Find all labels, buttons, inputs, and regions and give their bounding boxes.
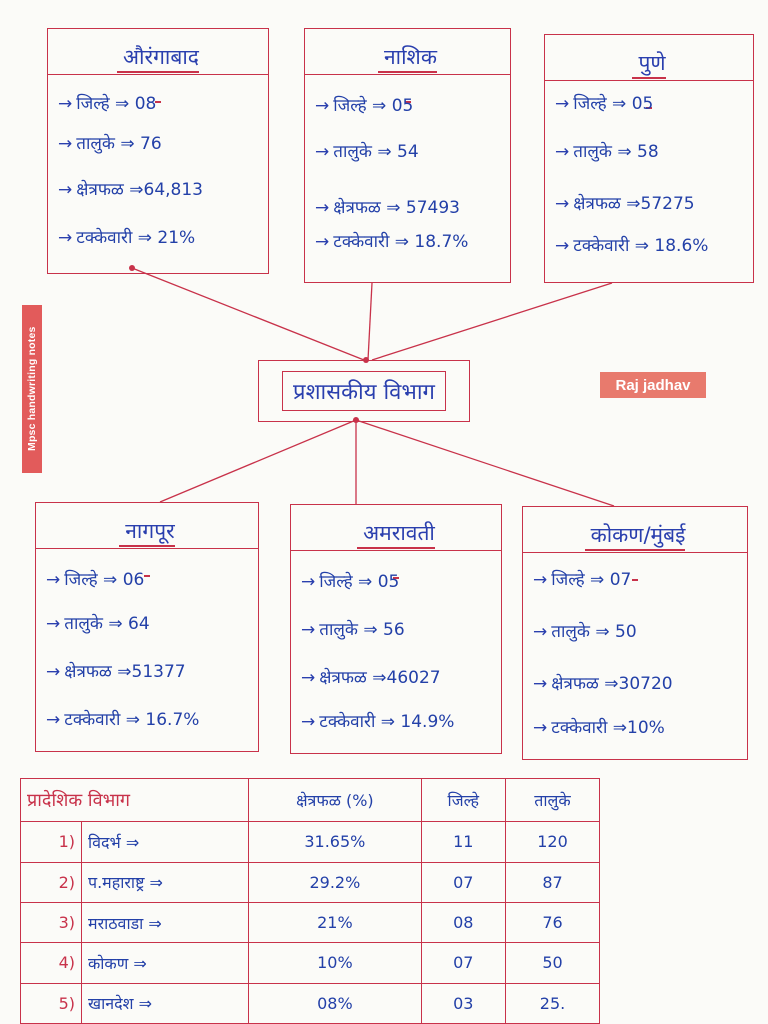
percent-row: → टक्केवारी ⇒ 21% [58, 228, 196, 248]
connector-bottom-left [160, 420, 356, 502]
connector-top-middle [368, 283, 372, 360]
districts-row: → जिल्हे ⇒ 08 [58, 94, 157, 114]
header-districts: जिल्हे [421, 779, 505, 822]
districts-row: → जिल्हे ⇒ 05 [301, 572, 400, 592]
percent-row: → टक्केवारी ⇒ 18.7% [315, 232, 469, 252]
table-header-row [21, 779, 600, 822]
header-region: प्रादेशिक विभाग [21, 779, 249, 822]
row-talukas: 87 [506, 862, 600, 902]
talukas-row: → तालुके ⇒ 56 [301, 620, 405, 640]
division-box-nashik [304, 28, 511, 283]
division-title: नाशिक [305, 43, 510, 99]
row-index: 1) [21, 822, 82, 862]
division-box-amravati [290, 504, 502, 754]
talukas-row: → तालुके ⇒ 76 [58, 134, 162, 154]
row-index: 3) [21, 902, 82, 942]
area-row: → क्षेत्रफळ ⇒46027 [301, 668, 441, 688]
regional-table [20, 778, 600, 1024]
districts-row: → जिल्हे ⇒ 06 [46, 570, 145, 590]
districts-row: → जिल्हे ⇒ 05 [555, 94, 654, 114]
talukas-row: → तालुके ⇒ 54 [315, 142, 419, 162]
header-area: क्षेत्रफळ (%) [249, 779, 421, 822]
area-row: → क्षेत्रफळ ⇒57275 [555, 194, 695, 214]
row-area: 21% [249, 902, 421, 942]
table-row [21, 902, 600, 942]
division-box-nagpur [35, 502, 259, 752]
row-index: 2) [21, 862, 82, 902]
row-area: 10% [249, 943, 421, 983]
row-index: 4) [21, 943, 82, 983]
talukas-row: → तालुके ⇒ 50 [533, 622, 637, 642]
area-row: → क्षेत्रफळ ⇒64,813 [58, 180, 203, 200]
division-title: पुणे [545, 49, 753, 105]
table-row [21, 862, 600, 902]
percent-row: → टक्केवारी ⇒ 14.9% [301, 712, 455, 732]
division-box-konkan-mumbai [522, 506, 748, 760]
center-label: प्रशासकीय विभाग [282, 371, 446, 411]
districts-row: → जिल्हे ⇒ 05 [315, 96, 414, 116]
division-title: कोकण/मुंबई [523, 521, 747, 577]
row-region-name: खानदेश ⇒ [82, 983, 249, 1023]
row-talukas: 120 [506, 822, 600, 862]
districts-row: → जिल्हे ⇒ 07 [533, 570, 632, 590]
row-region-name: विदर्भ ⇒ [82, 822, 249, 862]
table-row [21, 943, 600, 983]
sidebar-label: Mpsc handwriting notes [22, 305, 42, 473]
row-districts: 07 [421, 862, 505, 902]
center-node [258, 360, 470, 422]
row-talukas: 25. [506, 983, 600, 1023]
connector-top-right [372, 283, 612, 360]
row-area: 29.2% [249, 862, 421, 902]
row-region-name: कोकण ⇒ [82, 943, 249, 983]
table-row [21, 983, 600, 1023]
row-districts: 08 [421, 902, 505, 942]
row-districts: 11 [421, 822, 505, 862]
row-area: 31.65% [249, 822, 421, 862]
header-talukas: तालुके [506, 779, 600, 822]
division-title: औरंगाबाद [48, 43, 268, 99]
row-talukas: 76 [506, 902, 600, 942]
row-area: 08% [249, 983, 421, 1023]
author-badge: Raj jadhav [600, 372, 706, 398]
talukas-row: → तालुके ⇒ 64 [46, 614, 150, 634]
row-region-name: मराठवाडा ⇒ [82, 902, 249, 942]
division-box-aurangabad [47, 28, 269, 274]
row-districts: 07 [421, 943, 505, 983]
division-title: अमरावती [291, 519, 501, 575]
percent-row: → टक्केवारी ⇒ 16.7% [46, 710, 200, 730]
percent-row: → टक्केवारी ⇒ 18.6% [555, 236, 709, 256]
division-title: नागपूर [36, 517, 258, 573]
table-row [21, 822, 600, 862]
area-row: → क्षेत्रफळ ⇒51377 [46, 662, 186, 682]
row-region-name: प.महाराष्ट्र ⇒ [82, 862, 249, 902]
area-row: → क्षेत्रफळ ⇒ 57493 [315, 198, 461, 218]
row-index: 5) [21, 983, 82, 1023]
percent-row: → टक्केवारी ⇒10% [533, 718, 665, 738]
row-districts: 03 [421, 983, 505, 1023]
connector-bottom-right [356, 420, 614, 506]
talukas-row: → तालुके ⇒ 58 [555, 142, 659, 162]
row-talukas: 50 [506, 943, 600, 983]
area-row: → क्षेत्रफळ ⇒30720 [533, 674, 673, 694]
division-box-pune [544, 34, 754, 283]
